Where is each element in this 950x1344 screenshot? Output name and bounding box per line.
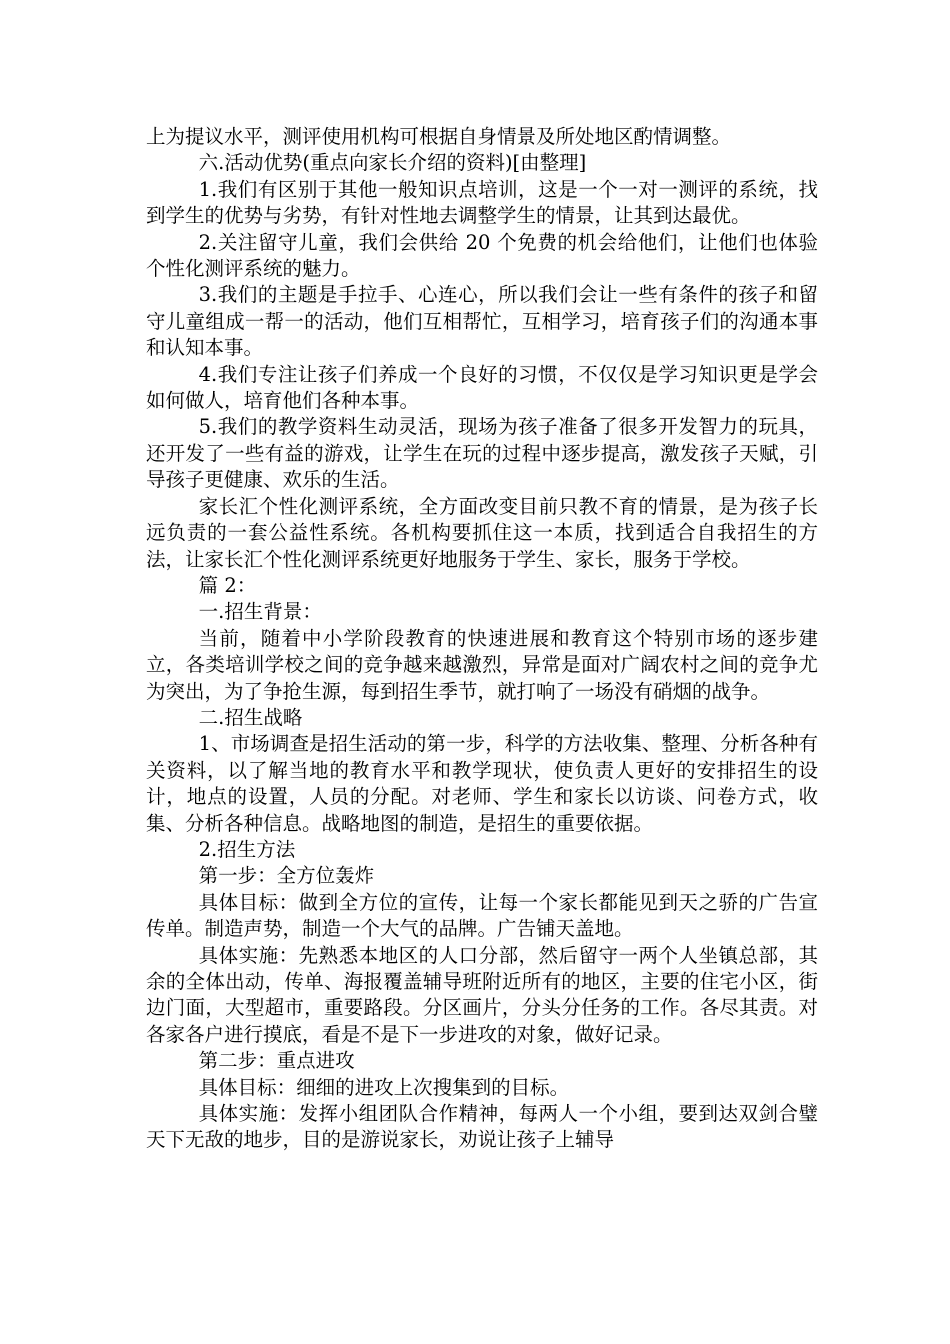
paragraph-advantage-5: 5.我们的教学资料生动灵活，现场为孩子准备了很多开发智力的玩具，还开发了一些有益的游戏，让学生在玩的过程中逐步提高，激发孩子天赋，引导孩子更健康、欢乐的生活。 xyxy=(146,415,818,492)
document-body xyxy=(146,124,818,1154)
step-heading-2: 第二步：重点进攻 xyxy=(198,1049,355,1073)
paragraph-background: 当前，随着中小学阶段教育的快速进展和教育这个特别市场的逐步建立，各类培训学校之间的竞争越来越激烈，异常是面对广阔农村之间的竞争尤为突出，为了争抢生源，每到招生季节，就打响了一场没有硝烟的战争。 xyxy=(146,626,818,703)
paragraph-step2-implementation: 具体实施：发挥小组团队合作精神，每两人一个小组，要到达双剑合璧天下无敌的地步，目的是游说家长，劝说让孩子上辅导 xyxy=(146,1102,818,1152)
paragraph-continuation: 上为提议水平，测评使用机构可根据自身情景及所处地区酌情调整。 xyxy=(146,125,732,148)
paragraph-market-research: 1、市场调查是招生活动的第一步，科学的方法收集、整理、分析各种有关资料，以了解当地的教育水平和教学现状，使负责人更好的安排招生的设计，地点的设置，人员的分配。对老师、学生和家长以访谈、问卷方式，收集、分析各种信息。战略地图的制造，是招生的重要依据。 xyxy=(146,732,818,835)
paragraph-step1-implementation: 具体实施：先熟悉本地区的人口分部，然后留守一两个人坐镇总部，其余的全体出动，传单、海报覆盖辅导班附近所有的地区，主要的住宅小区，街边门面，大型超市，重要路段。分区画片，分头分任务的工作。各尽其责。对各家各户进行摸底，看是不是下一步进攻的对象，做好记录。 xyxy=(146,943,818,1046)
paragraph-advantage-1: 1.我们有区别于其他一般知识点培训，这是一个一对一测评的系统，找到学生的优势与劣势，有针对性地去调整学生的情景，让其到达最优。 xyxy=(146,177,818,228)
subheading-methods: 2.招生方法 xyxy=(198,837,296,861)
paragraph-summary: 家长汇个性化测评系统，全方面改变目前只教不育的情景，是为孩子长远负责的一套公益性系统。各机构要抓住这一本质，找到适合自我招生的方法，让家长汇个性化测评系统更好地服务于学生、家长，服务于学校。 xyxy=(146,494,818,571)
paragraph-advantage-2: 2.关注留守儿童，我们会供给 20 个免费的机会给他们，让他们也体验个性化测评系统的魅力。 xyxy=(146,230,818,281)
paragraph-advantage-3: 3.我们的主题是手拉手、心连心，所以我们会让一些有条件的孩子和留守儿童组成一帮一的活动，他们互相帮忙，互相学习，培育孩子们的沟通本事和认知本事。 xyxy=(146,283,818,360)
paragraph-step1-goal: 具体目标：做到全方位的宣传，让每一个家长都能见到天之骄的广告宣传单。制造声势，制造一个大气的品牌。广告铺天盖地。 xyxy=(146,890,818,941)
chapter-heading: 篇 2： xyxy=(198,573,257,597)
section-heading-background: 一.招生背景： xyxy=(198,600,322,624)
paragraph-step2-goal: 具体目标：细细的进攻上次搜集到的目标。 xyxy=(198,1075,570,1099)
section-heading-strategy: 二.招生战略 xyxy=(198,705,303,729)
section-heading-advantages: 六.活动优势(重点向家长介绍的资料)[由整理] xyxy=(198,151,587,175)
step-heading-1: 第一步：全方位轰炸 xyxy=(198,864,375,888)
paragraph-advantage-4: 4.我们专注让孩子们养成一个良好的习惯，不仅仅是学习知识更是学会如何做人，培育他们各种本事。 xyxy=(146,362,818,413)
